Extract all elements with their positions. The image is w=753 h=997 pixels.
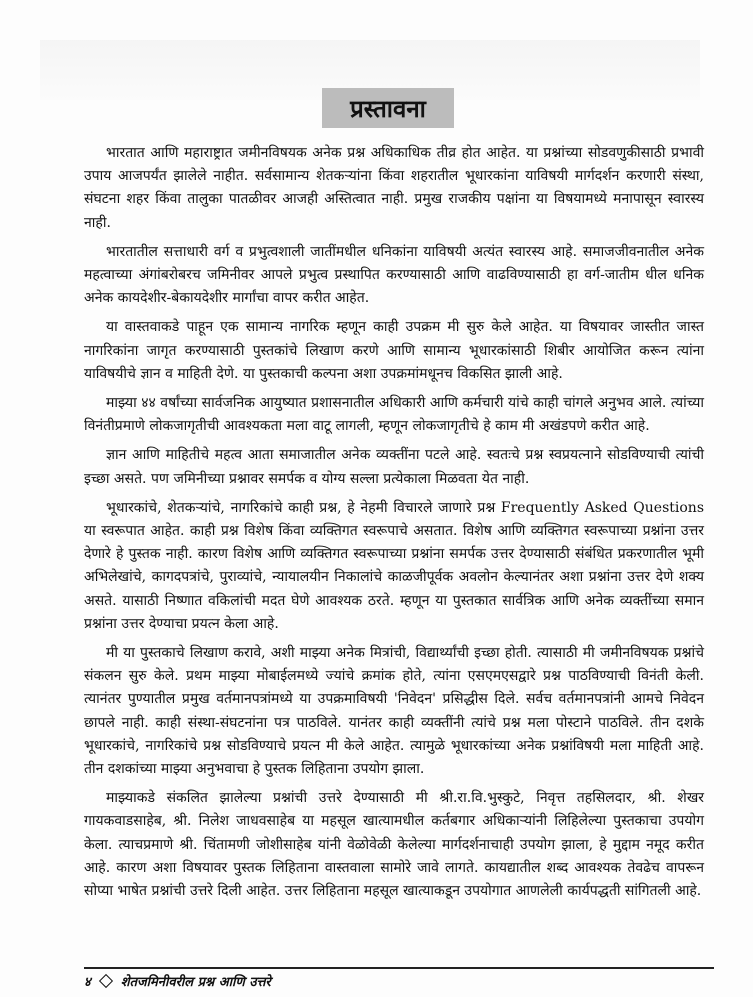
page-title: प्रस्तावना: [322, 88, 454, 128]
paragraph-1: भारतात आणि महाराष्ट्रात जमीनविषयक अनेक प्रश्न अधिकाधिक तीव्र होत आहेत. या प्रश्नांच्या सोडवणुकीसाठी प्रभावी उपाय आजपर्यंत झालेले नाहीत. सर्वसामान्य शेतकऱ्यांना किंवा शहरातील भूधारकांना याविषयी मार्गदर्शन करणारी संस्था, संघटना शहर किंवा तालुका पातळीवर आजही अस्तित्वात नाही. प्रमुख राजकीय पक्षांना या विषयामध्ये मनापासून स्वारस्य नाही.: [84, 145, 704, 231]
paragraph-6: भूधारकांचे, शेतकऱ्यांचे, नागरिकांचे काही प्रश्न, हे नेहमी विचारले जाणारे प्रश्न Frequently Asked Questions या स्वरूपात आहेत. काही प्रश्न विशेष किंवा व्यक्तिगत स्वरूपाचे असतात. विशेष आणि व्यक्तिगत स्वरूपाच्या प्रश्नांना उत्तर देणारे हे पुस्तक नाही. कारण विशेष आणि व्यक्तिगत स्वरूपाच्या प्रश्नांना समर्पक उत्तर देण्यासाठी संबंधित प्रकरणातील भूमी अभिलेखांचे, कागदपत्रांचे, पुराव्यांचे, न्यायालयीन निकालांचे काळजीपूर्वक अवलोन केल्यानंतर अशा प्रश्नांना उत्तर देणे शक्य असते. यासाठी निष्णात वकिलांची मदत घेणे आवश्यक ठरते. म्हणून या पुस्तकात सार्वत्रिक आणि अनेक व्यक्तींच्या समान प्रश्नांना उत्तर देण्याचा प्रयत्न केला आहे.: [84, 499, 704, 632]
diamond-ornament-icon: [99, 974, 113, 988]
footer-rule: [84, 967, 714, 969]
body-text: [84, 142, 704, 909]
page-number: ४: [84, 975, 91, 990]
paragraph-5: ज्ञान आणि माहितीचे महत्व आता समाजातील अनेक व्यक्तींना पटले आहे. स्वतःचे प्रश्न स्वप्रयत्नाने सोडविण्याची त्यांची इच्छा असते. पण जमिनीच्या प्रश्नावर समर्पक व योग्य सल्ला प्रत्येकाला मिळवता येत नाही.: [84, 447, 704, 487]
paragraph-2: भारतातील सत्ताधारी वर्ग व प्रभुत्वशाली जातींमधील धनिकांना याविषयी अत्यंत स्वारस्य आहे. समाजजीवनातील अनेक महत्वाच्या अंगांबरोबरच जमिनीवर आपले प्रभुत्व प्रस्थापित करण्यासाठी आणि वाढविण्यासाठी हा वर्ग-जातीम धील धनिक अनेक कायदेशीर-बेकायदेशीर मार्गांचा वापर करीत आहेत.: [84, 243, 704, 307]
paragraph-8: माझ्याकडे संकलित झालेल्या प्रश्नांची उत्तरे देण्यासाठी मी श्री.रा.वि.भुस्कुटे, निवृत्त तहसिलदार, श्री. शेखर गायकवाडसाहेब, श्री. निलेश जाधवसाहेब या महसूल खात्यामधील कर्तबगार अधिकाऱ्यांनी लिहिलेल्या पुस्तकाचा उपयोग केला. त्याचप्रमाणे श्री. चिंतामणी जोशीसाहेब यांनी वेळोवेळी केलेल्या मार्गदर्शनाचाही उपयोग झाला, हे मुद्दाम नमूद करीत आहे. कारण अशा विषयावर पुस्तक लिहिताना वास्तवाला सामोरे जावे लागते. कायद्यातील शब्द आवश्यक तेवढेच वापरून सोप्या भाषेत प्रश्नांची उत्तरे दिली आहेत. उत्तर लिहिताना महसूल खात्याकडून उपयोगात आणलेली कार्यपद्धती सांगितली आहे.: [84, 790, 704, 900]
running-title: शेतजमिनीवरील प्रश्न आणि उत्तरे: [120, 975, 271, 990]
paragraph-4: माझ्या ४४ वर्षांच्या सार्वजनिक आयुष्यात प्रशासनातील अधिकारी आणि कर्मचारी यांचे काही चांगले अनुभव आले. त्यांच्या विनंतीप्रमाणे लोकजागृतीची आवश्यकता मला वाटू लागली, म्हणून लोकजागृतीचे हे काम मी अखंडपणे करीत आहे.: [84, 395, 704, 435]
page-footer: [84, 972, 704, 990]
paragraph-7: मी या पुस्तकाचे लिखाण करावे, अशी माझ्या अनेक मित्रांची, विद्यार्थ्यांची इच्छा होती. त्यासाठी मी जमीनविषयक प्रश्नांचे संकलन सुरु केले. प्रथम माझ्या मोबाईलमध्ये ज्यांचे क्रमांक होते, त्यांना एसएमएसद्वारे प्रश्न पाठविण्याची विनंती केली. त्यानंतर पुण्यातील प्रमुख वर्तमानपत्रांमध्ये या उपक्रमाविषयी 'निवेदन' प्रसिद्धीस दिले. सर्वच वर्तमानपत्रांनी आमचे निवेदन छापले नाही. काही संस्था-संघटनांना पत्र पाठविले. यानंतर काही व्यक्तींनी त्यांचे प्रश्न मला पोस्टाने पाठविले. तीन दशके भूधारकांचे, नागरिकांचे प्रश्न सोडविण्याचे प्रयत्न मी केले आहेत. त्यामुळे भूधारकांच्या अनेक प्रश्नांविषयी मला माहिती आहे. तीन दशकांच्या माझ्या अनुभवाचा हे पुस्तक लिहिताना उपयोग झाला.: [84, 645, 704, 778]
paragraph-3: या वास्तवाकडे पाहून एक सामान्य नागरिक म्हणून काही उपक्रम मी सुरु केले आहेत. या विषयावर जास्तीत जास्त नागरिकांना जागृत करण्यासाठी पुस्तकांचे लिखाण करणे आणि सामान्य भूधारकांसाठी शिबीर आयोजित करून त्यांना याविषयीचे ज्ञान व माहिती देणे. या पुस्तकाची कल्पना अशा उपक्रमांमधूनच विकसित झाली आहे.: [84, 319, 704, 382]
